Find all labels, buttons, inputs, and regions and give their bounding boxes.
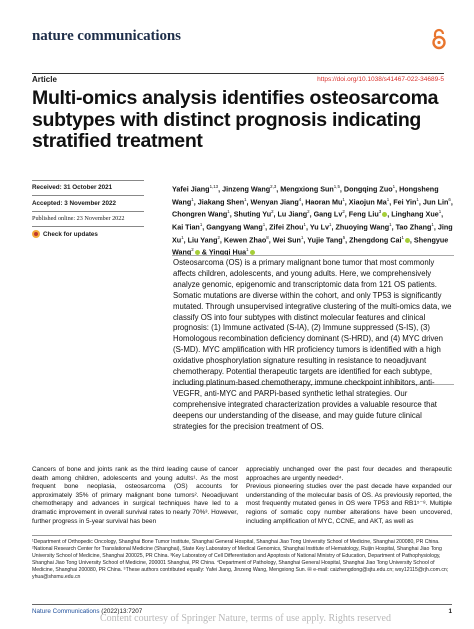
author-affiliation: 2,3 (270, 184, 277, 189)
author-name[interactable]: Zhengdong Cai (349, 235, 402, 245)
author-name[interactable]: Fei Yin (393, 197, 417, 207)
author-affiliation: 1,13 (209, 184, 219, 189)
author-affiliation: 1,5 (333, 184, 340, 189)
check-updates-button[interactable] (32, 230, 98, 238)
author-affiliation: 1 (342, 196, 345, 202)
author-name[interactable]: Lu Jiang (277, 209, 308, 219)
author-affiliation: 1 (389, 222, 392, 228)
check-updates-icon (32, 230, 40, 238)
abstract-text: Osteosarcoma (OS) is a primary malignant bone tumor that most commonly affects children, adolescents, and young adults. Here, we comprehensively analyze genomic, epigenomic and transcriptomic data from 121 OS patients. Somatic mutations are diverse within the cohort, and only TP53 is significantly mutated. Through unsupervised integrative clustering of the multi-omics data, we classify OS into four subtypes with distinct molecular features and clinical prognosis: (1) Immune activated (S-IA), (2) Immune suppressed (S-IS), (3) Homologous recombination deficiency dominant (S-HRD), and (4) MYC driven (S-MD). MYC amplification with HR proficiency tumors is identified with a high oxidative phosphorylation signature resulting in resistance to neoadjuvant chemotherapy. Potential therapeutic targets are identified for each subtype, including platinum-based chemotherapy, immune checkpoint inhibitors, anti-VEGFR, anti-MYC and PARPi-based synthetic lethal strategies. Our comprehensive integrated characterization provides a valuable resource that deepens our understanding of the disease, and may guide future clinical strategies for the precision treatment of OS. (173, 258, 452, 431)
author-affiliation: 1 (244, 196, 247, 202)
author-name[interactable]: Linghang Xue (391, 209, 439, 219)
author-affiliation: 3 (378, 209, 382, 215)
author-affiliation: 2 (217, 234, 220, 240)
author-affiliation: 1 (431, 222, 434, 228)
author-affiliation: 2 (307, 209, 310, 215)
page-number: 1 (448, 608, 452, 615)
meta-divider (32, 195, 144, 196)
header-rule (32, 73, 444, 74)
body-column-left: Cancers of bone and joints rank as the third leading cause of cancer death among children, adolescents and young adults¹. As the most frequent bone neoplasia, osteosarcoma (OS) accounts for approximately 35% of primary malignant bone tumors². Neoadjuvant chemotherapy and advances in surgical techniques have led to a dramatic improvement in overall survival rates to nearly 70%³. However, further progress in 5-year survival has been (32, 466, 238, 525)
author-affiliation: 1 (246, 247, 249, 253)
author-affiliation: 2 (191, 247, 194, 253)
author-name[interactable]: Shuting Yu (233, 209, 272, 219)
affiliations: ¹Department of Orthopedic Oncology, Shanghai Bone Tumor Institute, Shanghai General Hospital, Shanghai Jiao Tong University School of Medicine, Shanghai 200080, PR China. ²National Research Center for Translational Medicine (Shanghai), State Key Laboratory of Medical Genomics, Shanghai Institute of Hematology, Ruijin Hospital, Shanghai Jiao Tong University School of Medicine, Shanghai 200025, PR China. ³Key Laboratory of Cell Differentiation and Apoptosis of National Ministry of Education, Department of Pathophysiology, Shanghai Jiao Tong University School of Medicine, 200001 Shanghai, PR China. ⁴Department of Pathology, Shanghai General Hospital, Shanghai Jiao Tong University School of Medicine, Shanghai 200080, PR China. ⁵These authors contributed equally: Yafei Jiang, Jinzeng Wang, Mengxiong Sun. ✉ e-mail: caizhengdong@sjtu.edu.cn; wsy12115@rjh.com.cn; yhua@shsmu.edu.cn (32, 539, 449, 581)
body-column-right: appreciably unchanged over the past four decades and therapeutic approaches are urgently needed⁴. Previous pioneering studies over the past decade have expanded our understanding of the molecular basis of OS. As previously reported, the most frequently mutated genes in OS were TP53 and RB1⁵⁻⁸. Multiple regions of somatic copy number alterations have been uncovered, including amplification of MYC, CCNE, and AKT, as well as (246, 466, 452, 525)
author-affiliation: 4 (298, 196, 302, 202)
author-name[interactable]: Shengyue Wang (172, 235, 449, 257)
author-affiliation: 1 (303, 222, 306, 228)
author-name[interactable]: Jun Lin (422, 197, 449, 207)
author-name[interactable]: Dongqing Zuo (343, 184, 393, 194)
orcid-icon[interactable] (405, 238, 410, 243)
author-affiliation: 1 (401, 234, 404, 240)
footer-volume: (2022)13:7207 (101, 608, 143, 615)
author-name[interactable]: Tao Zhang (395, 222, 432, 232)
open-access-icon (430, 28, 448, 50)
author-affiliation: 1 (416, 196, 419, 202)
article-title: Multi-omics analysis identifies osteosarcoma subtypes with distinct prognosis indicating stratified treatment (32, 87, 439, 152)
received-date: Received: 31 October 2021 (32, 184, 113, 191)
author-name[interactable]: Jing Xu (172, 222, 453, 245)
author-affiliation: 1 (181, 234, 184, 240)
meta-divider (32, 180, 144, 181)
meta-divider (32, 226, 144, 227)
author-name[interactable]: Yingqi Hua (208, 247, 247, 257)
affiliation-divider (32, 535, 452, 536)
published-date: Published online: 23 November 2022 (32, 215, 125, 222)
author-affiliation: 1 (438, 209, 442, 215)
author-name[interactable]: Hongsheng Wang (172, 184, 439, 207)
author-name[interactable]: Zifei Zhou (269, 222, 304, 232)
footer-journal-link[interactable]: Nature Communications (32, 608, 100, 615)
author-name[interactable]: Yafei Jiang (172, 184, 210, 194)
author-affiliation: 5 (342, 234, 346, 240)
author-name[interactable]: Liu Yang (187, 235, 218, 245)
author-list: Yafei Jiang$^{1,13}$, Jinzeng Wang$^{2,3}$, Mengxiong Sun$^{1,5}$, Dongqing Zuo$^1$, Hongsheng Wang$^1$, Jiakang Shen$^1$, Wenyan Jiang$^4$, Haoran Mu$^1$, Xiaojun Ma$^1$, Fei Yin$^1$, Jun Lin$^6$, Chongren Wang$^1$, Shuting Yu$^2$, Lu Jiang$^2$, Gang Lv$^2$, Feng Liu$^3$ , Linghang Xue$^1$, Kai Tian$^1$, Gangyang Wang$^1$, Zifei Zhou$^1$, Yu Lv$^1$, Zhuoying Wang$^1$, Tao Zhang$^1$, Jing Xu$^1$, Liu Yang$^2$, Kewen Zhao$^8$, Wei Sun$^1$, Yujie Tang$^5$, Zhengdong Cai$^1$ , Shengyue Wang$^2$ & Yingqi Hua$^1$ (172, 184, 453, 257)
author-affiliation: 6 (448, 196, 451, 202)
author-affiliation: 2 (271, 209, 274, 215)
author-name[interactable]: Zhuoying Wang (335, 222, 390, 232)
author-affiliation: 1 (191, 196, 194, 202)
author-affiliation: 1 (392, 184, 396, 189)
author-name[interactable]: Wenyan Jiang (250, 197, 299, 207)
author-name[interactable]: Jiakang Shen (197, 197, 245, 207)
author-affiliation: 8 (266, 234, 269, 240)
author-name[interactable]: Wei Sun (272, 235, 301, 245)
author-name[interactable]: Gang Lv (313, 209, 343, 219)
orcid-icon[interactable] (382, 212, 387, 217)
author-affiliation: 1 (262, 222, 266, 228)
author-name[interactable]: Xiaojun Ma (348, 197, 387, 207)
author-affiliation: 1 (386, 196, 390, 202)
author-name[interactable]: Kewen Zhao (223, 235, 267, 245)
author-affiliation: 1 (227, 209, 230, 215)
article-type: Article (32, 75, 57, 84)
author-affiliation: 1 (329, 222, 332, 228)
author-name[interactable]: Yu Lv (309, 222, 330, 232)
author-affiliation: 1 (199, 222, 203, 228)
footer-divider (32, 604, 452, 605)
author-name[interactable]: Yujie Tang (307, 235, 343, 245)
journal-name[interactable]: nature communications (32, 28, 181, 44)
accepted-date: Accepted: 3 November 2022 (32, 200, 116, 207)
author-name[interactable]: Feng Liu (348, 209, 379, 219)
author-affiliation: 1 (300, 234, 304, 240)
author-affiliation: 2 (342, 209, 345, 215)
meta-divider (32, 211, 144, 212)
author-name[interactable]: Jinzeng Wang (222, 184, 271, 194)
author-name[interactable]: Gangyang Wang (206, 222, 263, 232)
author-name[interactable]: Haoran Mu (305, 197, 343, 207)
author-name[interactable]: Mengxiong Sun (280, 184, 334, 194)
check-updates-label: Check for updates (43, 230, 98, 238)
courtesy-watermark: Content courtesy of Springer Nature, terms of use apply. Rights reserved (100, 613, 391, 624)
author-name[interactable]: Kai Tian (172, 222, 200, 232)
author-name[interactable]: Chongren Wang (172, 209, 228, 219)
doi-link[interactable]: https://doi.org/10.1038/s41467-022-34689-5 (317, 76, 444, 83)
